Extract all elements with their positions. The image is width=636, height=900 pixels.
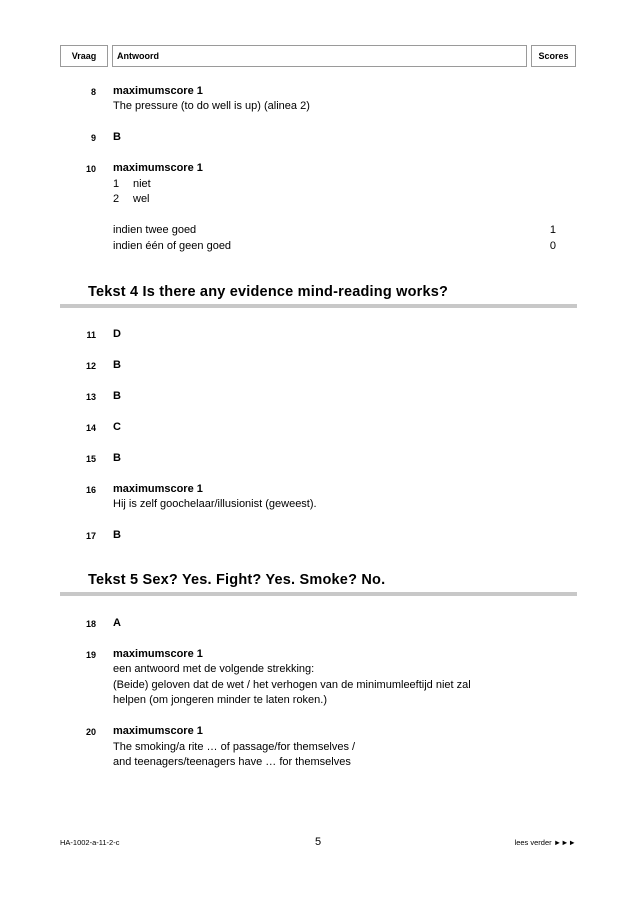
- answer-line: and teenagers/teenagers have … for themselves: [113, 756, 351, 768]
- answer-letter: B: [113, 529, 121, 541]
- header-scores: Scores: [531, 45, 576, 67]
- answer-letter: D: [113, 328, 121, 340]
- list-item: [113, 177, 151, 192]
- question-number: 16: [85, 485, 96, 495]
- header-vraag: Vraag: [60, 45, 108, 67]
- continue-label: lees verder ►►►: [514, 838, 576, 847]
- answer-letter: B: [113, 452, 121, 464]
- question-number: 15: [85, 454, 96, 464]
- max-score-label: maximumscore 1: [113, 725, 203, 737]
- scoring-rule-score: 0: [549, 240, 556, 252]
- answer-line: The smoking/a rite … of passage/for themselves /: [113, 741, 356, 753]
- question-number: 18: [85, 619, 96, 629]
- document-code: HA-1002-a-11-2-c: [60, 838, 120, 847]
- question-number: 12: [85, 361, 96, 371]
- max-score-label: maximumscore 1: [113, 648, 203, 660]
- answer-text: The pressure (to do well is up) (alinea 2): [113, 100, 310, 112]
- section-title: Tekst 5 Sex? Yes. Fight? Yes. Smoke? No.: [88, 572, 386, 588]
- answer-line: een antwoord met de volgende strekking:: [113, 663, 315, 675]
- list-item: [113, 192, 150, 207]
- page-number: 5: [314, 836, 322, 848]
- item-text: niet: [133, 178, 151, 190]
- item-number: 2: [113, 193, 120, 205]
- max-score-label: maximumscore 1: [113, 85, 203, 97]
- answer-line: helpen (om jongeren minder te laten roken.): [113, 694, 328, 706]
- question-number: 20: [85, 727, 96, 737]
- scoring-rule-text: indien twee goed: [113, 224, 197, 236]
- question-number: 19: [85, 650, 96, 660]
- answer-letter: C: [113, 421, 121, 433]
- answer-letter: B: [113, 131, 121, 143]
- answer-letter: B: [113, 359, 121, 371]
- question-number: 14: [85, 423, 96, 433]
- answer-text: Hij is zelf goochelaar/illusionist (geweest).: [113, 498, 317, 510]
- question-number: 10: [85, 164, 96, 174]
- question-number: 17: [85, 531, 96, 541]
- item-text: wel: [133, 193, 150, 205]
- section-divider: [60, 592, 577, 596]
- scoring-rule-score: 1: [549, 224, 556, 236]
- question-number: 11: [86, 330, 96, 340]
- answer-letter: A: [113, 617, 121, 629]
- item-number: 1: [113, 178, 120, 190]
- max-score-label: maximumscore 1: [113, 483, 203, 495]
- header-antwoord: Antwoord: [112, 45, 527, 67]
- question-number: 13: [85, 392, 96, 402]
- section-title: Tekst 4 Is there any evidence mind-reading works?: [88, 284, 449, 300]
- section-divider: [60, 304, 577, 308]
- question-number: 8: [90, 87, 96, 97]
- max-score-label: maximumscore 1: [113, 162, 203, 174]
- answer-line: (Beide) geloven dat de wet / het verhogen van de minimumleeftijd niet zal: [113, 679, 471, 691]
- question-number: 9: [90, 133, 96, 143]
- answer-letter: B: [113, 390, 121, 402]
- scoring-rule-text: indien één of geen goed: [113, 240, 232, 252]
